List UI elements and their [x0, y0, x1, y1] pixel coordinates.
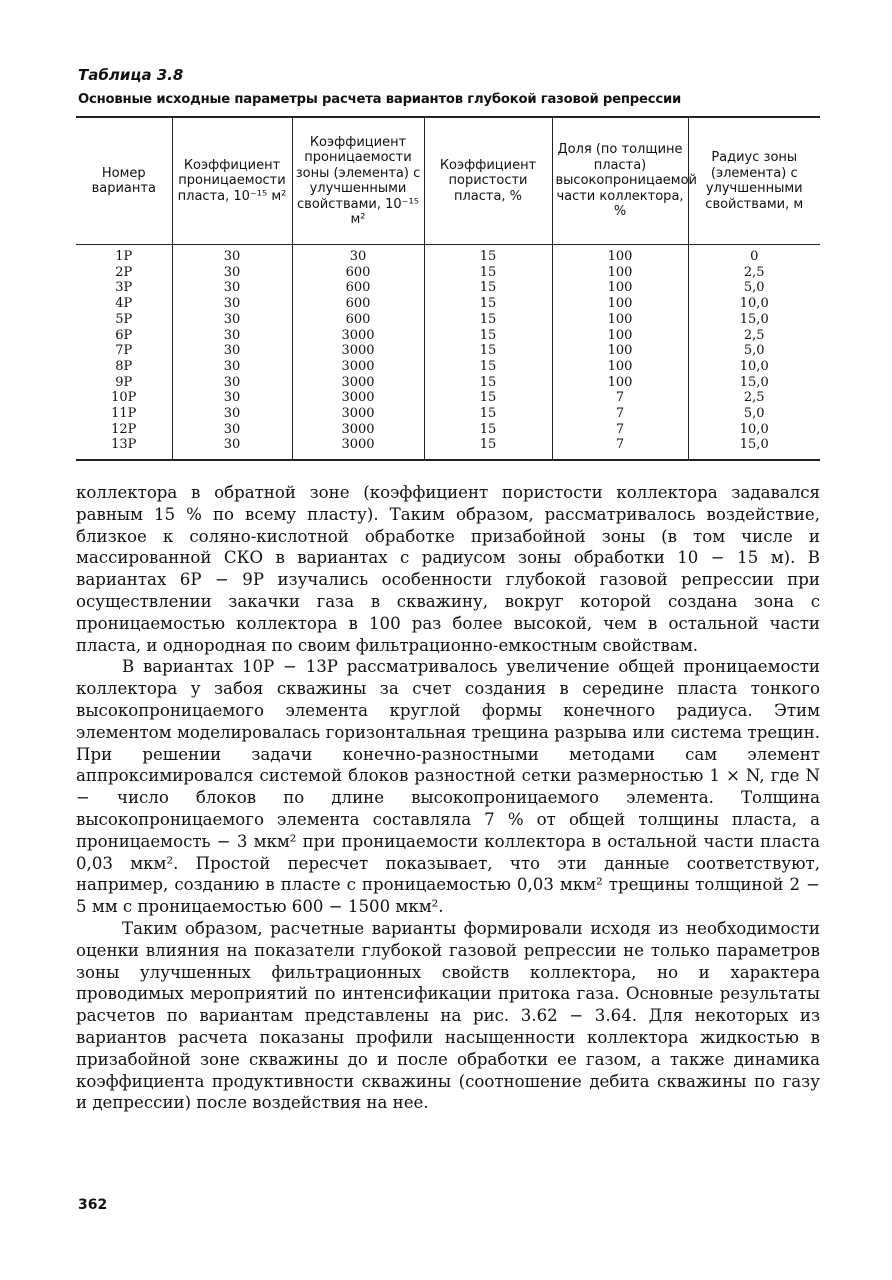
table-cell: 5,0 — [743, 280, 765, 296]
column-porosity — [424, 245, 552, 461]
table-cell: 15,0 — [739, 311, 769, 327]
table-cell: 1P — [115, 249, 133, 264]
table-cell: 600 — [345, 264, 371, 280]
table-cell: 6P — [115, 327, 133, 343]
table-cell: 7 — [615, 421, 625, 437]
header-zone-permeability: Коэффициент проницаемости зоны (элемента) с улучшенными свойствами, 10⁻¹⁵ м² — [292, 117, 424, 245]
table-cell: 30 — [349, 249, 367, 264]
table-caption-label: Таблица 3.8 — [78, 66, 184, 84]
table-cell: 600 — [345, 311, 371, 327]
table-cell: 30 — [223, 437, 241, 453]
table-cell: 30 — [223, 327, 241, 343]
table-cell: 7 — [615, 406, 625, 422]
table-cell: 15 — [479, 374, 497, 390]
table-cell: 15 — [479, 421, 497, 437]
table-cell: 100 — [607, 280, 633, 296]
header-variant-number: Номер варианта — [76, 117, 172, 245]
table-cell: 15 — [479, 343, 497, 359]
table-cell: 100 — [607, 343, 633, 359]
table-cell: 30 — [223, 358, 241, 374]
table-cell: 15 — [479, 249, 497, 264]
column-zone-permeability — [292, 245, 424, 461]
table-cell: 2P — [115, 264, 133, 280]
column-formation-permeability — [172, 245, 292, 461]
table-cell: 30 — [223, 280, 241, 296]
table-cell: 3000 — [341, 390, 375, 406]
table-cell: 3000 — [341, 327, 375, 343]
header-porosity: Коэффициент пористости пласта, % — [424, 117, 552, 245]
table-cell: 5,0 — [743, 406, 765, 422]
table-cell: 30 — [223, 249, 241, 264]
table-cell: 10,0 — [739, 296, 769, 312]
table-cell: 15 — [479, 264, 497, 280]
table-cell: 100 — [607, 264, 633, 280]
table-cell: 12P — [111, 421, 137, 437]
table-cell: 100 — [607, 327, 633, 343]
table-header-row — [76, 117, 820, 245]
table-cell: 0 — [750, 249, 759, 264]
table-cell: 30 — [223, 421, 241, 437]
header-formation-permeability: Коэффициент проницаемости пласта, 10⁻¹⁵ м² — [172, 117, 292, 245]
table-cell: 10P — [111, 390, 137, 406]
body-text — [76, 482, 820, 1114]
table-cell: 13P — [111, 437, 137, 453]
table-cell: 3000 — [341, 421, 375, 437]
table-cell: 7P — [115, 343, 133, 359]
table-cell: 7 — [615, 437, 625, 453]
table-cell: 15 — [479, 327, 497, 343]
table-cell: 15,0 — [739, 437, 769, 453]
table-cell: 7 — [615, 390, 625, 406]
table-cell: 4P — [115, 296, 133, 312]
column-variant-number — [76, 245, 172, 461]
table-cell: 2,5 — [743, 264, 765, 280]
table-cell: 100 — [607, 296, 633, 312]
table-cell: 30 — [223, 390, 241, 406]
table-cell: 8P — [115, 358, 133, 374]
table-caption-title: Основные исходные параметры расчета вариантов глубокой газовой репрессии — [78, 92, 682, 107]
table-cell: 100 — [607, 311, 633, 327]
header-zone-radius: Радиус зоны (элемента) с улучшенными свойствами, м — [688, 117, 820, 245]
table-cell: 3000 — [341, 343, 375, 359]
table-cell: 600 — [345, 280, 371, 296]
table-cell: 10,0 — [739, 421, 769, 437]
table-cell: 3000 — [341, 437, 375, 453]
table-cell: 3000 — [341, 374, 375, 390]
table-cell: 5,0 — [743, 343, 765, 359]
table-cell: 15 — [479, 437, 497, 453]
paragraph-2: В вариантах 10Р − 13Р рассматривалось увеличение общей проницаемости коллектора у забоя скважины за счет создания в середине пласта тонкого высокопроницаемого элемента круглой формы конечного радиуса. Этим элементом моделировалась горизонтальная трещина разрыва или система трещин. При решении задачи конечно-разностными методами сам элемент аппроксимировался системой блоков разностной сетки размерностью 1 × N, где N − число блоков по длине высокопроницаемого элемента. Толщина высокопроницаемого элемента составляла 7 % от общей толщины пласта, а проницаемость − 3 мкм² при проницаемости коллектора в остальной части пласта 0,03 мкм². Простой пересчет показывает, что эти данные соответствуют, например, созданию в пласте с проницаемостью 0,03 мкм² трещины толщиной 2 − 5 мм с проницаемостью 600 − 1500 мкм². — [76, 657, 820, 917]
table-cell: 30 — [223, 311, 241, 327]
table-cell: 30 — [223, 343, 241, 359]
table-cell: 15,0 — [739, 374, 769, 390]
table-cell: 3P — [115, 280, 133, 296]
table-cell: 30 — [223, 264, 241, 280]
header-high-perm-share: Доля (по толщине пласта) высокопроницаемой части коллектора, % — [552, 117, 688, 245]
table-cell: 3000 — [341, 406, 375, 422]
table-cell: 600 — [345, 296, 371, 312]
table-body-row — [76, 245, 820, 461]
table-cell: 100 — [607, 374, 633, 390]
table-cell: 15 — [479, 358, 497, 374]
table-cell: 9P — [115, 374, 133, 390]
parameters-table — [76, 116, 820, 461]
table-cell: 15 — [479, 296, 497, 312]
table-cell: 2,5 — [743, 390, 765, 406]
table-cell: 100 — [607, 358, 633, 374]
table-cell: 15 — [479, 280, 497, 296]
column-high-perm-share — [552, 245, 688, 461]
table-cell: 30 — [223, 406, 241, 422]
table-cell: 5P — [115, 311, 133, 327]
column-zone-radius — [688, 245, 820, 461]
table-cell: 3000 — [341, 358, 375, 374]
table-cell: 15 — [479, 406, 497, 422]
table-cell: 15 — [479, 390, 497, 406]
table-cell: 30 — [223, 374, 241, 390]
page-number: 362 — [78, 1197, 108, 1213]
table-cell: 11P — [111, 406, 137, 422]
table-cell: 15 — [479, 311, 497, 327]
table-cell: 10,0 — [739, 358, 769, 374]
paragraph-3: Таким образом, расчетные варианты формировали исходя из необходимости оценки влияния на показатели глубокой газовой репрессии не только параметров зоны улучшенных фильтрационных свойств коллектора, но и характера проводимых мероприятий по интенсификации притока газа. Основные результаты расчетов по вариантам представлены на рис. 3.62 − 3.64. Для некоторых из вариантов расчета показаны профили насыщенности коллектора жидкостью в призабойной зоне скважины до и после обработки ее газом, а также динамика коэффициента продуктивности скважины (соотношение дебита скважины по газу и депрессии) после воздействия на нее. — [76, 918, 820, 1113]
table-cell: 100 — [607, 249, 633, 264]
paragraph-1: коллектора в обратной зоне (коэффициент пористости коллектора задавался равным 15 % по всему пласту). Таким образом, рассматривалось воздействие, близкое к соляно-кислотной обработке призабойной зоны (в том числе и массированной СКО в вариантах с радиусом зоны обработки 10 − 15 м). В вариантах 6Р − 9Р изучались особенности глубокой газовой репрессии при осуществлении закачки газа в скважину, вокруг которой создана зона с проницаемостью коллектора в 100 раз более высокой, чем в остальной части пласта, и однородная по своим фильтрационно-емкостным свойствам. — [76, 483, 820, 655]
table-cell: 2,5 — [743, 327, 765, 343]
table-cell: 30 — [223, 296, 241, 312]
